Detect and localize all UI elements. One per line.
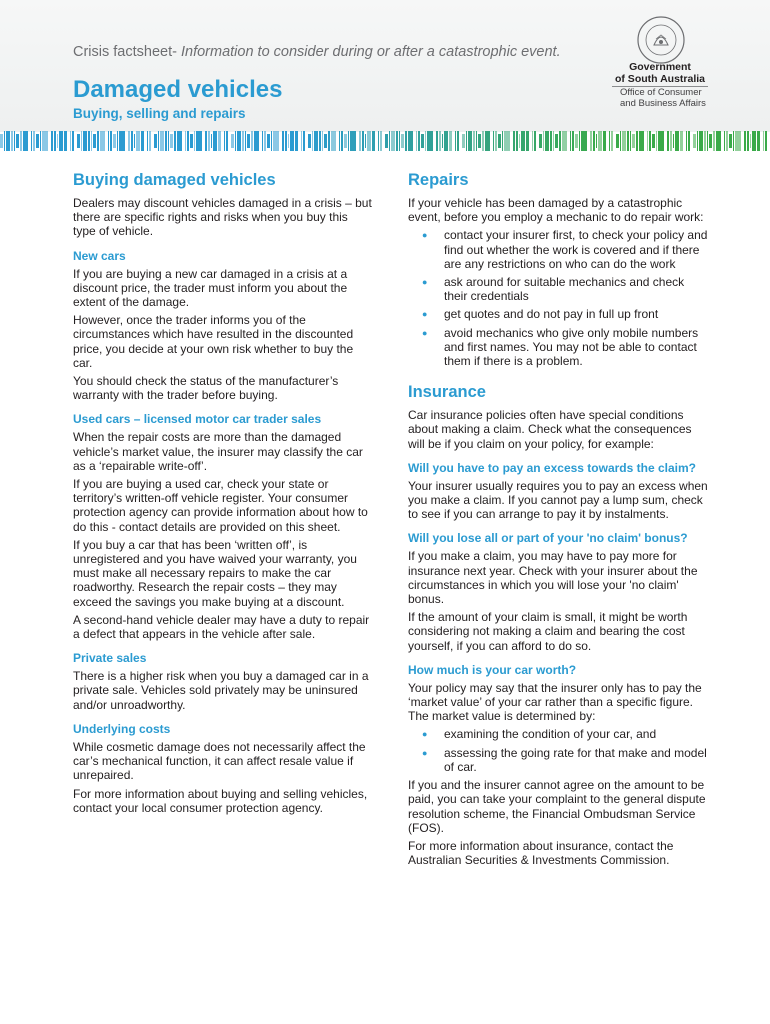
stripe-bar xyxy=(750,134,751,148)
stripe-bar xyxy=(765,131,767,151)
page-header xyxy=(0,0,770,132)
stripe-bar xyxy=(154,134,157,148)
stripe-bar xyxy=(752,131,756,151)
stripe-bar xyxy=(273,131,279,151)
stripe-bar xyxy=(324,134,327,148)
stripe-bar xyxy=(579,131,580,151)
no-claim-p2: If the amount of your claim is small, it might be worth considering not making a claim and bearing the cost yourself, if you can afford to do so. xyxy=(408,610,688,653)
stripe-bar xyxy=(328,131,330,151)
stripe-bar xyxy=(226,131,228,151)
stripe-bar xyxy=(359,131,361,151)
insurance-intro: Car insurance policies often have special conditions about making a claim. Check what the consequences will be if you claim on your policy, for example: xyxy=(408,408,692,451)
factsheet-tagline xyxy=(73,44,561,60)
stripe-bar xyxy=(729,134,732,148)
stripe-bar xyxy=(11,131,13,151)
stripe-bar xyxy=(421,134,424,148)
stripe-bar xyxy=(709,134,712,148)
list-item: ● examining the condition of your car, and xyxy=(422,727,657,742)
used-cars-p1: When the repair costs are more than the damaged vehicle’s market value, the insurer may classify the car as a ‘repairable write-off’. xyxy=(73,430,363,473)
stripe-bar xyxy=(385,134,388,148)
new-cars-heading: New cars xyxy=(73,248,126,263)
stripe-bar xyxy=(108,131,109,151)
buying-heading: Buying damaged vehicles xyxy=(73,171,276,189)
used-cars-p3: If you buy a car that has been ‘written off’, is unregistered and you have waived your warranty, you must make all necessary repairs to make the car roadworthy. Research the repair costs – they may exceed the savings you make buying at a discount. xyxy=(73,537,357,609)
stripe-bar xyxy=(59,131,63,151)
buying-intro: Dealers may discount vehicles damaged in a crisis – but there are specific rights and risks when you buy this type of vehicle. xyxy=(73,196,372,239)
used-cars-p4: A second-hand vehicle dealer may have a duty to repair a defect that appears in the vehicle after sale. xyxy=(73,612,370,642)
stripe-bar xyxy=(131,131,133,151)
stripe-bar xyxy=(4,131,5,151)
bullet-icon: ● xyxy=(422,230,428,241)
left-column xyxy=(73,170,373,819)
stripe-bar xyxy=(42,131,48,151)
stripe-bar xyxy=(658,131,664,151)
stripe-bar xyxy=(485,131,490,151)
stripe-bar xyxy=(534,131,536,151)
stripe-bar xyxy=(168,131,169,151)
stripe-bar xyxy=(113,134,116,148)
stripe-bar xyxy=(724,131,725,151)
stripe-bar xyxy=(504,131,510,151)
stripe-bar xyxy=(686,131,687,151)
stripe-bar xyxy=(77,134,80,148)
car-worth-p2: If you and the insurer cannot agree on the amount to be paid, you can take your complaint to the general dispute resolution scheme, the Financial Ombudsman Service (FOS). xyxy=(408,778,706,835)
stripe-bar xyxy=(545,131,549,151)
stripe-bar xyxy=(636,131,638,151)
bullet-icon: ● xyxy=(422,277,428,288)
stripe-bar xyxy=(196,131,202,151)
stripe-bar xyxy=(699,131,703,151)
no-claim-p1: If you make a claim, you may have to pay more for insurance next year. Check with your insurer about the circumstances in which you will lose your 'no claim' bonus. xyxy=(408,549,698,607)
stripe-bar xyxy=(713,131,715,151)
stripe-bar xyxy=(33,131,35,151)
new-cars-p3: You should check the status of the manufacturer’s warranty with the trader before buying. xyxy=(73,374,339,403)
stripe-bar xyxy=(726,131,728,151)
right-column xyxy=(408,170,708,871)
stripe-bar xyxy=(399,131,400,151)
repairs-intro: If your vehicle has been damaged by a catastrophic event, before you employ a mechanic to do repair work: xyxy=(408,196,704,225)
stripe-bar xyxy=(543,131,544,151)
stripe-bar xyxy=(6,131,10,151)
stripe-bar xyxy=(88,131,90,151)
stripe-bar xyxy=(482,131,484,151)
stripe-bar xyxy=(649,131,651,151)
stripe-bar xyxy=(408,131,413,151)
stripe-bar xyxy=(57,134,58,148)
stripe-bar xyxy=(339,131,340,151)
stripe-bar xyxy=(51,131,53,151)
stripe-bar xyxy=(378,131,379,151)
stripe-bar xyxy=(301,131,302,151)
list-item: ● avoid mechanics who give only mobile numbers and first names. You may not be able to contact them if there is a problem. xyxy=(422,325,699,369)
stripe-bar xyxy=(757,131,760,151)
stripe-bar xyxy=(675,131,679,151)
stripe-bar xyxy=(350,131,356,151)
office-name xyxy=(620,88,706,109)
stripe-bar xyxy=(20,131,22,151)
new-cars-p2: However, once the trader informs you of the circumstances which have resulted in the discounted price, you decide at your own risk whether to buy the car. xyxy=(73,313,354,370)
stripe-bar xyxy=(97,131,99,151)
office-line-1: Office of Consumer xyxy=(620,87,702,98)
stripe-bar xyxy=(322,131,323,151)
stripe-bar xyxy=(362,131,364,151)
stripe-bar xyxy=(652,134,655,148)
stripe-bar xyxy=(295,131,298,151)
page-title: Damaged vehicles xyxy=(73,76,283,103)
stripe-bar xyxy=(128,131,130,151)
stripe-bar xyxy=(348,131,349,151)
stripe-bar xyxy=(242,131,244,151)
stripe-bar xyxy=(704,131,706,151)
repairs-heading: Repairs xyxy=(408,171,469,189)
stripe-bar xyxy=(72,131,74,151)
page-subtitle: Buying, selling and repairs xyxy=(73,106,246,121)
stripe-bar xyxy=(308,134,311,148)
stripe-bar xyxy=(160,131,164,151)
stripe-bar xyxy=(380,131,382,151)
stripe-bar xyxy=(213,131,217,151)
stripe-bar xyxy=(611,131,613,151)
stripe-bar xyxy=(331,131,336,151)
stripe-bar xyxy=(149,131,151,151)
stripe-bar xyxy=(630,131,631,151)
stripe-bar xyxy=(466,131,467,151)
excess-heading: Will you have to pay an excess towards the claim? xyxy=(408,460,696,475)
private-sales-heading: Private sales xyxy=(73,651,147,666)
stripe-bar xyxy=(218,131,221,151)
stripe-bar xyxy=(288,134,289,148)
stripe-bar xyxy=(532,131,533,151)
stripe-bar xyxy=(620,131,621,151)
stripe-bar xyxy=(237,131,241,151)
bullet-icon: ● xyxy=(422,327,428,338)
stripe-bar xyxy=(493,131,494,151)
stripe-bar xyxy=(396,131,398,151)
stripe-bar xyxy=(553,131,554,151)
stripe-bar xyxy=(344,134,347,148)
stripe-bar xyxy=(23,131,28,151)
stripe-bar xyxy=(158,131,159,151)
stripe-bar xyxy=(526,131,529,151)
stripe-bar xyxy=(81,131,82,151)
stripe-bar xyxy=(562,131,567,151)
state-crest-icon xyxy=(636,15,686,65)
stripe-bar xyxy=(439,131,441,151)
stripe-bar xyxy=(405,131,407,151)
stripe-bar xyxy=(401,134,404,148)
gov-line-2: of South Australia xyxy=(614,72,706,85)
tagline-rest: Information to consider during or after a catastrophic event. xyxy=(180,44,561,60)
used-cars-heading: Used cars – licensed motor car trader sales xyxy=(73,412,322,427)
stripe-bar xyxy=(449,131,452,151)
stripe-bar xyxy=(416,131,417,151)
excess-p1: Your insurer usually requires you to pay an excess when you make a claim. If you cannot pay a lump sum, check to see if you can arrange to pay it by instalments. xyxy=(408,478,708,522)
car-worth-heading: How much is your car worth? xyxy=(408,662,577,677)
stripe-bar xyxy=(632,134,635,148)
stripe-bar xyxy=(147,131,148,151)
stripe-bar xyxy=(235,131,236,151)
stripe-bar xyxy=(716,131,721,151)
stripe-bar xyxy=(389,131,390,151)
stripe-bar xyxy=(622,131,626,151)
stripe-bar xyxy=(590,131,592,151)
stripe-bar xyxy=(733,131,734,151)
stripe-bar xyxy=(673,134,674,148)
stripe-bar xyxy=(247,134,250,148)
stripe-bar xyxy=(763,131,764,151)
stripe-bar xyxy=(581,131,587,151)
stripe-bar xyxy=(550,131,552,151)
stripe-bar xyxy=(224,131,225,151)
stripe-bar xyxy=(572,131,574,151)
stripe-bar xyxy=(117,131,118,151)
stripe-bar xyxy=(473,131,475,151)
stripe-bar xyxy=(656,131,657,151)
stripe-bar xyxy=(245,131,246,151)
stripe-bar xyxy=(555,134,558,148)
stripe-bar xyxy=(513,131,515,151)
car-worth-p1: Your policy may say that the insurer only has to pay the ‘market value’ of your car rather than a specific figure. The market value is determined by: xyxy=(408,680,702,724)
stripe-bar xyxy=(747,131,749,151)
new-cars-p1: If you are buying a new car damaged in a crisis at a discount price, the trader must inform you about the extent of the damage. xyxy=(73,266,348,310)
stripe-bar xyxy=(425,131,426,151)
stripe-bar xyxy=(693,134,696,148)
stripe-bar xyxy=(462,134,465,148)
stripe-bar xyxy=(271,131,272,151)
stripe-bar xyxy=(262,131,263,151)
stripe-bar xyxy=(16,134,19,148)
stripe-bar xyxy=(251,131,253,151)
stripe-bar xyxy=(319,131,321,151)
stripe-bar xyxy=(64,131,67,151)
stripe-bar xyxy=(285,131,287,151)
stripe-bar xyxy=(282,131,284,151)
stripe-bar xyxy=(697,131,698,151)
stripe-bar xyxy=(141,131,144,151)
stripe-bar xyxy=(670,131,672,151)
stripe-bar xyxy=(83,131,87,151)
stripe-bar xyxy=(36,134,39,148)
stripe-bar xyxy=(312,131,313,151)
stripe-bar xyxy=(455,131,456,151)
decorative-barcode-stripe xyxy=(0,131,770,151)
stripe-bar xyxy=(14,131,15,151)
stripe-bar xyxy=(231,134,234,148)
stripe-bar xyxy=(177,131,182,151)
stripe-bar xyxy=(267,134,270,148)
stripe-bar xyxy=(744,131,746,151)
list-item: ● ask around for suitable mechanics and check their credentials xyxy=(422,275,685,304)
stripe-bar xyxy=(170,134,173,148)
stripe-bar xyxy=(478,134,481,148)
car-worth-p3: For more information about insurance, contact the Australian Securities & Investments Commission. xyxy=(408,838,674,868)
repairs-list xyxy=(408,228,708,368)
stripe-bar xyxy=(211,134,212,148)
stripe-bar xyxy=(502,131,503,151)
stripe-bar xyxy=(205,131,207,151)
stripe-bar xyxy=(468,131,472,151)
stripe-bar xyxy=(208,131,210,151)
stripe-bar xyxy=(570,131,571,151)
stripe-bar xyxy=(495,131,497,151)
stripe-bar xyxy=(190,134,193,148)
stripe-bar xyxy=(418,131,420,151)
stripe-bar xyxy=(707,131,708,151)
underlying-costs-p2: For more information about buying and selling vehicles, contact your local consumer protection agency. xyxy=(73,786,368,815)
stripe-bar xyxy=(31,131,32,151)
stripe-bar xyxy=(314,131,318,151)
no-claim-heading: Will you lose all or part of your 'no claim' bonus? xyxy=(408,531,688,546)
stripe-bar xyxy=(185,131,186,151)
stripe-bar xyxy=(559,131,561,151)
stripe-bar xyxy=(457,131,459,151)
stripe-bar xyxy=(134,134,135,148)
stripe-bar xyxy=(165,131,167,151)
gov-line-1: Government xyxy=(629,61,691,73)
stripe-bar xyxy=(688,131,690,151)
underlying-costs-p1: While cosmetic damage does not necessarily affect the car’s mechanical function, it can affect resale value if unrepaired. xyxy=(73,739,366,783)
tagline-lead: Crisis factsheet- xyxy=(73,44,181,60)
stripe-bar xyxy=(498,134,501,148)
car-worth-list xyxy=(408,727,708,774)
stripe-bar xyxy=(596,134,597,148)
stripe-bar xyxy=(174,131,176,151)
stripe-bar xyxy=(40,131,41,151)
stripe-bar xyxy=(119,131,125,151)
bullet-icon: ● xyxy=(422,729,428,740)
stripe-bar xyxy=(639,131,644,151)
bullet-icon: ● xyxy=(422,309,428,320)
stripe-bar xyxy=(627,131,629,151)
stripe-bar xyxy=(603,131,606,151)
stripe-bar xyxy=(442,134,443,148)
stripe-bar xyxy=(341,131,343,151)
stripe-bar xyxy=(609,131,610,151)
stripe-bar xyxy=(575,134,578,148)
stripe-bar xyxy=(100,131,105,151)
insurance-heading: Insurance xyxy=(408,383,486,402)
stripe-bar xyxy=(136,131,140,151)
government-wordmark xyxy=(610,62,710,85)
stripe-bar xyxy=(391,131,395,151)
stripe-bar xyxy=(680,131,683,151)
stripe-bar xyxy=(598,131,602,151)
stripe-bar xyxy=(735,131,741,151)
stripe-bar xyxy=(54,131,56,151)
office-line-2: and Business Affairs xyxy=(620,97,706,109)
underlying-costs-heading: Underlying costs xyxy=(73,721,171,736)
list-item: ● assessing the going rate for that make and model of car. xyxy=(422,745,707,774)
stripe-bar xyxy=(187,131,189,151)
stripe-bar xyxy=(516,131,518,151)
stripe-bar xyxy=(667,131,669,151)
used-cars-p2: If you are buying a used car, check your state or territory’s written-off vehicle register. Your consumer protection agency can provide information about how to do this - contact details are provided on this sheet. xyxy=(73,477,368,534)
stripe-bar xyxy=(264,131,266,151)
stripe-bar xyxy=(427,131,433,151)
stripe-bar xyxy=(593,131,595,151)
stripe-bar xyxy=(476,131,477,151)
stripe-bar xyxy=(91,131,92,151)
stripe-bar xyxy=(254,131,259,151)
stripe-bar xyxy=(539,134,542,148)
stripe-bar xyxy=(290,131,294,151)
stripe-bar xyxy=(93,134,96,148)
stripe-bar xyxy=(372,131,375,151)
stripe-bar xyxy=(367,131,371,151)
stripe-bar xyxy=(70,131,71,151)
stripe-bar xyxy=(194,131,195,151)
stripe-bar xyxy=(647,131,648,151)
stripe-bar xyxy=(365,134,366,148)
stripe-bar xyxy=(444,131,448,151)
stripe-bar xyxy=(616,134,619,148)
list-item: ● get quotes and do not pay in full up front xyxy=(422,307,659,322)
stripe-bar xyxy=(0,134,3,148)
stripe-bar xyxy=(519,134,520,148)
stripe-bar xyxy=(436,131,438,151)
private-sales-p1: There is a higher risk when you buy a damaged car in a private sale. Vehicles sold privately may be uninsured and/or unroadworthy. xyxy=(73,669,369,712)
stripe-bar xyxy=(110,131,112,151)
stripe-bar xyxy=(303,131,305,151)
stripe-bar xyxy=(521,131,525,151)
bullet-icon: ● xyxy=(422,747,428,758)
list-item: ● contact your insurer first, to check your policy and find out whether the work is covered and if there are any restrictions on who can do the work xyxy=(422,228,708,271)
